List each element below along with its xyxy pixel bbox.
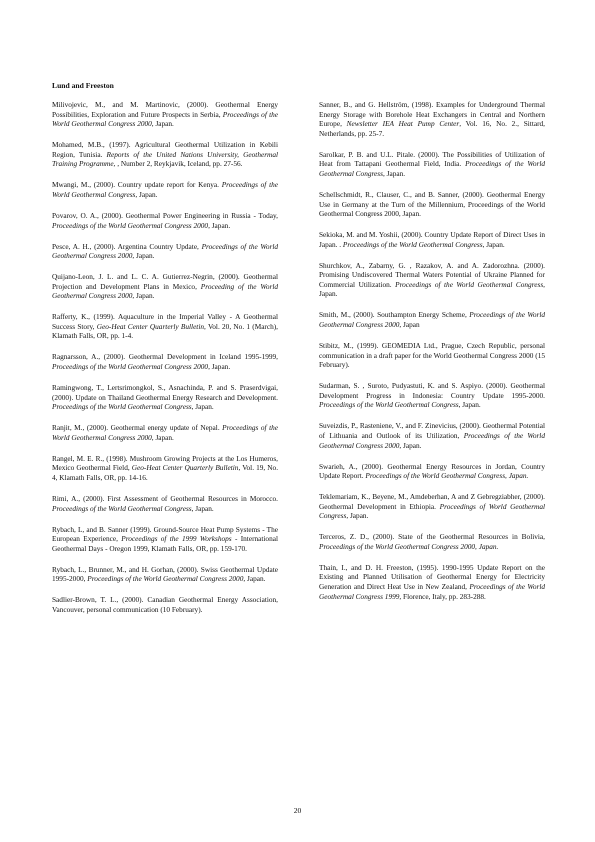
reference-source: Proceedings of the World Geothermal Congress 2000 (52, 362, 209, 372)
reference-entry (52, 383, 278, 412)
running-header: Lund and Freeston (52, 81, 114, 90)
reference-entry (319, 310, 545, 329)
reference-source: Proceedings of the World Geothermal Congress 2000, Japan. (319, 541, 499, 551)
reference-text: Terceros, Z. D., (2000). State of the Geothermal Resources in Bolivia, (319, 532, 545, 542)
reference-details: Florence, Italy, pp. 283-288. (401, 591, 486, 601)
references-right-column (319, 100, 545, 613)
reference-entry (52, 423, 278, 442)
reference-entry (319, 421, 545, 450)
reference-details: , Japan. (151, 119, 174, 129)
reference-source: Proceedings of the World Geothermal Congress 2000 (52, 423, 279, 442)
reference-source: Proceedings of the World Geothermal Congress (319, 400, 459, 410)
reference-details: , Japan. (399, 440, 422, 450)
reference-entry (52, 565, 278, 584)
reference-details: , Number 2, Reykjavik, Iceland, pp. 27-56. (115, 159, 243, 169)
reference-source: Proceedings of the World Geothermal Congress 2000 (319, 430, 545, 450)
reference-source: Proceedings of World Geothermal Congress (319, 501, 545, 521)
reference-text: Rybach, L, and B. Sanner (1999). Ground-Source Heat Pump Systems - The European Experience, (52, 524, 278, 544)
reference-text: Swarieh, A., (2000). Geothermal Energy Resources in Jordan, Country Update Report. (319, 461, 545, 481)
page-number: 20 (293, 806, 302, 815)
reference-source: Proceeding of the World Geothermal Congress 2000 (52, 281, 278, 301)
reference-entry (52, 595, 278, 614)
reference-entry (52, 312, 278, 341)
reference-entry (52, 242, 278, 261)
reference-entry (52, 180, 278, 199)
reference-details: , Japan. (319, 279, 545, 299)
reference-source: Geo-Heat Center Quarterly Bulletin (131, 463, 239, 473)
reference-text: Sarolkar, P. B. and U.L. Pitale. (2000). The Possibilities of Utilization of Heat from Tattapani Geothermal Field, India. (319, 149, 545, 169)
reference-source: Proceedings of the World Geothermal Congress 2000 (52, 109, 278, 129)
reference-entry (319, 261, 545, 299)
reference-details: , Japan (399, 320, 420, 330)
reference-source: Proceedings of the 1999 Workshops (121, 534, 232, 544)
reference-details: , Japan. (151, 432, 174, 442)
reference-text: Sadlier-Brown, T. L., (2000). Canadian Geothermal Energy Association, Vancouver, personal communication (10 February). (52, 595, 278, 614)
reference-entry (52, 454, 278, 483)
reference-details: , Japan. (482, 239, 505, 249)
reference-text: Thain, I., and D. H. Freeston, (1995). 1990-1995 Update Report on the Existing and Planned Utilisation of Geothermal Energy for Electricity Generation and Direct Heat Use in New Zealand, (319, 562, 545, 592)
reference-entry (319, 462, 545, 481)
reference-details: , Japan. (208, 220, 231, 230)
reference-source: Proceedings of the World Geothermal Congress 2000 (319, 310, 545, 330)
reference-text: Teklemariam, K., Beyene, M., Amdeberhan, A and Z Gebregziabher, (2000). Geothermal Development in Ethiopia. (319, 492, 545, 511)
reference-source: Newsletter IEA Heat Pump Center (346, 119, 460, 129)
reference-source: Geo-Heat Center Quarterly Bulletin, (96, 321, 206, 331)
reference-source: Proceedings of the World Geothermal Congress (52, 180, 278, 199)
reference-text: Quijano-Leon, J. L. and L. C. A. Gutierrez-Negrin, (2000). Geothermal Projection and Development Plans in Mexico, (52, 272, 278, 291)
reference-entry (52, 494, 278, 513)
reference-text: Rimi, A., (2000). First Assessment of Geothermal Resources in Morocco. (52, 493, 278, 503)
reference-text: Smith, M., (2000). Southampton Energy Scheme, (319, 310, 470, 320)
reference-source: Proceedings of the World Geothermal Congress (52, 402, 192, 412)
reference-entry (319, 381, 545, 410)
reference-details: , Vol. 16, No. 2., Sittard, Netherlands, pp. 25-7. (319, 119, 545, 138)
references-left-column (52, 100, 278, 626)
reference-source: Proceedings of the World Geothermal Congress (395, 279, 544, 289)
reference-entry (52, 352, 278, 371)
reference-details: , Japan. (132, 251, 155, 261)
reference-entry (319, 492, 545, 521)
reference-text: Rybach, L., Brunner, M., and H. Gorhan, (2000). Swiss Geothermal Update 1995-2000, (52, 564, 278, 584)
reference-entry (52, 100, 278, 129)
reference-details: , Japan. (243, 574, 266, 584)
reference-text: Ragnarsson, A., (2000). Geothermal Development in Iceland 1995-1999, (52, 352, 278, 362)
reference-text: Povarov, O. A., (2000). Geothermal Power Engineering in Russia - Today, (52, 210, 278, 220)
reference-source: Proceedings of the World Geothermal Congress 2000 (87, 574, 244, 584)
reference-text: Schellschmidt, R., Clauser, C., and B. Sanner, (2000). Geothermal Energy Use in Germany at the Turn of the Millennium, Proceedings of the World Geothermal Congress 2000, Japan. (319, 189, 545, 219)
reference-source: Proceedings of the World Geothermal Congress (319, 159, 545, 178)
reference-entry (319, 341, 545, 370)
reference-text: Stibitz, M., (1999). GEOMEDIA Ltd., Prague, Czech Republic, personal communication in a draft paper for the World Geothermal Congress 2000 (15 February). (319, 341, 545, 370)
reference-text: Mohamed, M.B., (1997). Agricultural Geothermal Utilization in Kebili Region, Tunisia. (52, 140, 278, 159)
reference-entry (52, 525, 278, 554)
reference-details: , Japan. (132, 291, 155, 301)
reference-entry (319, 563, 545, 601)
reference-text: Ranjit, M., (2000). Geothermal energy update of Nepal. (52, 423, 223, 433)
reference-entry (52, 140, 278, 169)
reference-text: Ramingwong, T., Lertsrimongkol, S., Asnachinda, P. and S. Praserdvigai, (2000). Update on Thailand Geothermal Energy Research and Development. (52, 383, 278, 402)
reference-text: Pesce, A. H., (2000). Argentina Country Update, (52, 241, 202, 251)
reference-source: Reports of the United Nations University, Geothermal Training Programme, (52, 149, 279, 169)
reference-details: , Japan. (458, 400, 481, 410)
reference-text: Suveizdis, P., Rasteniene, V., and F. Zinevicius, (2000). Geothermal Potential of Lithuania and Outlook of its Utilization, (319, 421, 545, 440)
reference-text: Sekioka, M. and M. Yoshii, (2000). Country Update Report of Direct Uses in Japan. . (319, 230, 545, 249)
reference-source: Proceedings of the World Geothermal Congress 2000 (52, 220, 209, 230)
reference-source: Proceedings of the World Geothermal Congress (342, 239, 483, 249)
reference-details: , Japan. (208, 362, 231, 372)
reference-text: Sanner, B., and G. Hellström, (1998). Examples for Underground Thermal Energy Storage with Borehole Heat Exchangers in Central and Northern Europe, (319, 100, 545, 129)
reference-text: Rafferty, K., (1999). Aquaculture in the Imperial Valley - A Geothermal Success Story, (52, 312, 278, 331)
reference-details: , Japan. (346, 511, 369, 521)
reference-entry (319, 100, 545, 138)
reference-details: , Japan. (135, 189, 158, 199)
reference-details: , Japan. (191, 402, 214, 412)
reference-details: , Japan. (191, 503, 214, 513)
reference-source: Proceedings of the World Geothermal Congress 1999, (319, 582, 545, 601)
reference-details: - International Geothermal Days - Oregon 1999, Klamath Falls, OR, pp. 159-170. (52, 534, 278, 553)
reference-text: Sudarman, S. , Suroto, Pudyastuti, K. and S. Aspiyo. (2000). Geothermal Development Progress in Indonesia: Country Update 1995-2000. (319, 381, 545, 400)
reference-details: , Japan. (382, 168, 406, 178)
reference-text: Milivojevic, M., and M. Martinovic, (2000). Geothermal Energy Possibilities, Exploration and Future Prospects in Serbia, (52, 100, 278, 119)
reference-details: , Vol. 19, No. 4, Klamath Falls, OR, pp. 14-16. (52, 463, 279, 482)
reference-source: Proceedings of the World Geothermal Congress 2000 (52, 241, 278, 261)
reference-entry (52, 211, 278, 230)
reference-text: Rangel, M. E. R., (1998). Mushroom Growing Projects at the Los Humeros, Mexico Geothermal Field, (52, 453, 278, 473)
reference-text: Shurchkov, A., Zabarny, G. , Razakov, A. and A. Zadorozhna. (2000). Promising Undiscovered Thermal Waters Potential of Ukraine Planned for Commercial Utilization. (319, 260, 545, 289)
reference-entry (319, 230, 545, 249)
reference-entry (319, 150, 545, 179)
reference-text: Mwangi, M., (2000). Country update report for Kenya. (52, 180, 222, 190)
reference-entry (319, 532, 545, 551)
reference-entry (52, 272, 278, 301)
reference-source: Proceedings of the World Geothermal Congress (52, 503, 192, 513)
reference-entry (319, 190, 545, 219)
reference-details: Vol. 20, No. 1 (March), Klamath Falls, OR, pp. 1-4. (52, 321, 279, 341)
reference-source: Proceedings of the World Geothermal Congress, Japan. (365, 471, 529, 481)
